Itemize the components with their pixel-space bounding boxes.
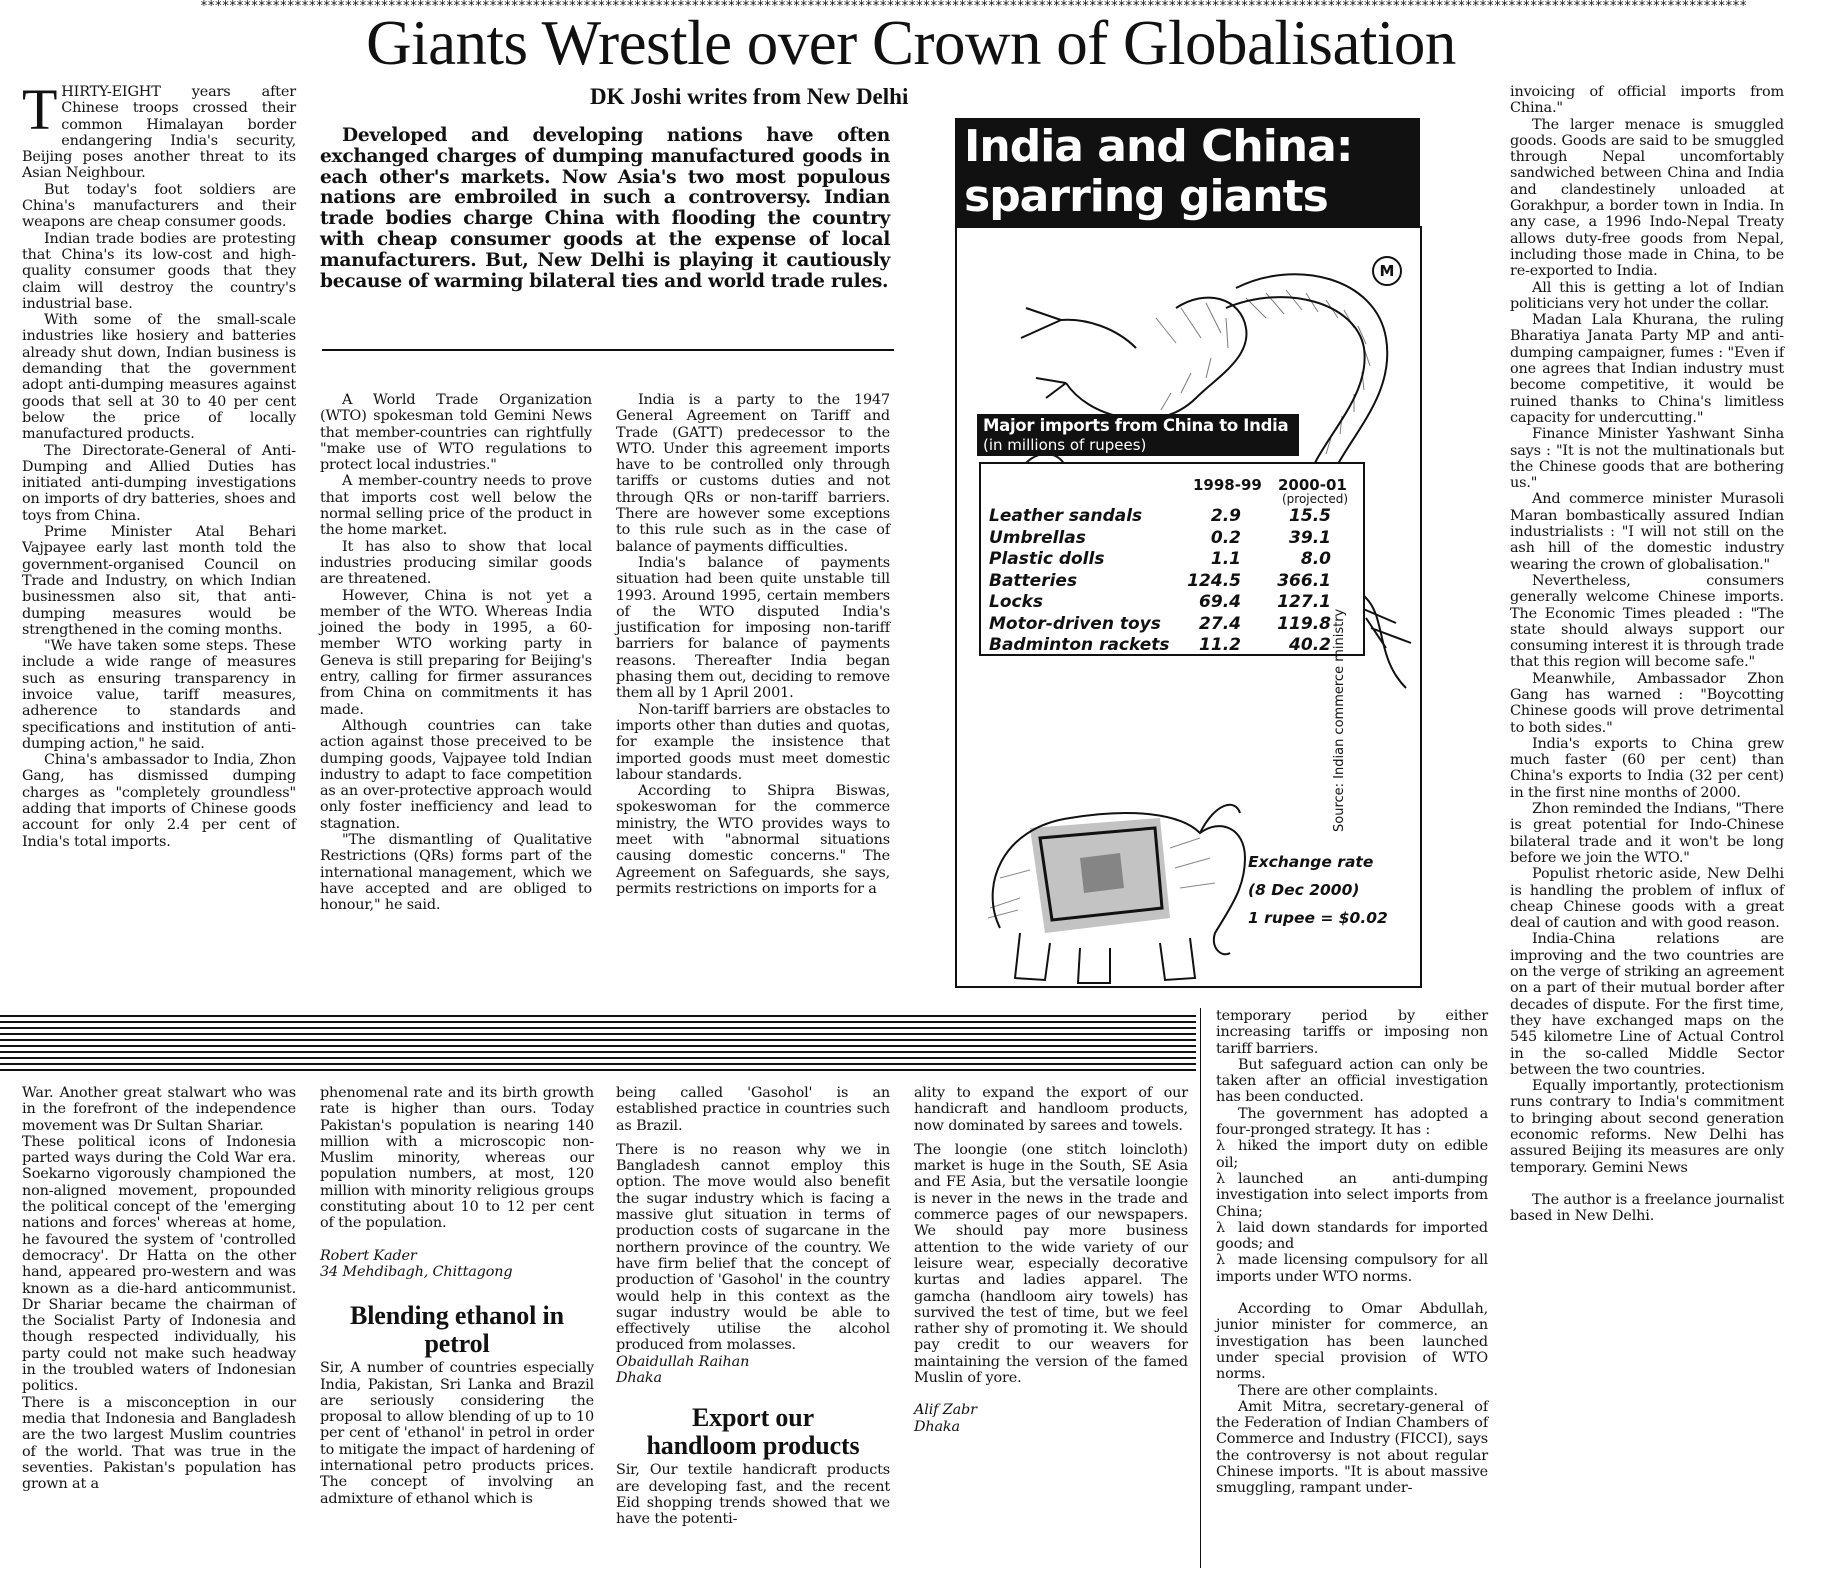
drop-cap: T [22,77,58,142]
exchange-rate-note: Exchange rate (8 Dec 2000) 1 rupee = $0.02 [1248,853,1388,927]
table-row: Plastic dolls 1.1 8.0 [989,549,1331,569]
letters-column-1: War. Another great stalwart who was in the forefront of the independence movement was Dr Sultan Shariar. These political icons of Indonesia parted ways during the Cold War era. Soekarno vigorously championed the non-aligned movement, propounded the political concept of the 'emerging nations and forces' whereas at home, he favoured the system of 'controlled democracy'. Dr Hatta on the other hand, appeared pro-western and was known as a die-hard anticommunist. Dr Shariar became the chairman of the Socialist Party of Indonesia and though respected individually, his party could not make such headway in the troubled waters of Indonesian politics. There is a misconception in our media that Indonesia and Bangladesh are the two largest Muslim countries of the world. That was true in the seventies. Pakistan's population has grown at a [22,1085,296,1493]
lambda-bullet-icon: λ [1216,1138,1225,1155]
section-separator [0,1015,1196,1071]
article-column-continuation: temporary period by either increasing tariffs or imposing non tariff barriers. But safeguard action can only be taken after an official investigation has been conducted. The government has adopted a four-pronged strategy. It has : λ hiked the import duty on edible oil; λ launched an anti-dumping investigation into select imports from China; λ laid down standards for imported goods; and λ made licensing compulsory for all imports under WTO norms. According to Omar Abdullah, junior minister for commerce, an investigation has been launched under special provision of WTO norms. There are other complaints. Amit Mitra, secretary-general of the Federation of Indian Chambers of Commerce and Industry (FICCI), says the controversy is not about regular Chinese imports. "It is about massive smuggling, rampant under- [1216,1008,1488,1497]
lede-rule [322,349,894,351]
publisher-logo: M [1372,256,1402,286]
source-note: Source: Indian commerce ministry [1332,608,1347,832]
article-column-2: A World Trade Organization (WTO) spokesman told Gemini News that member-countries can rightfully "make use of WTO regulations to protect local industries." A member-country needs to prove that imports cost well below the normal selling price of the product in the home market. It has also to show that local industries producing similar goods are threatened. However, China is not yet a member of the WTO. Whereas India joined the body in 1995, a 60-member WTO working party in Geneva is still preparing for Beijing's entry, calling for firmer assurances from China on commitments it has made. Although countries can take action against those preceived to be dumping goods, Vajpayee told Indian industry to adapt to face competition as an over-protective approach would only foster inefficiency and lead to stagnation. "The dismantling of Qualitative Restrictions (QRs) forms part of the international management, which we have accepted and are obliged to honour," he said. [320,392,592,914]
headline: Giants Wrestle over Crown of Globalisation [366,8,1456,78]
lede-paragraph: Developed and developing nations have often exchanged charges of dumping manufactured goods in each other's markets. Now Asia's two most populous nations are embroiled in such a controversy. Indian trade bodies charge China with flooding the country with cheap consumer goods at the expense of local manufacturers. But, New Delhi is playing it cautiously because of warming bilateral ties and world trade rules. [320,125,890,292]
letter-heading-ethanol: Blending ethanol in petrol [350,1301,564,1359]
infographic [936,118,1426,993]
vertical-rule [1200,1008,1201,1568]
imports-box-title: Major imports from China to India (in millions of rupees) [977,414,1299,456]
letters-column-4: ality to expand the export of our handicraft and handloom products, now dominated by sarees and towels. The loongie (one stitch loincloth) market is huge in the South, SE Asia and FE Asia, but the versatile loongie is never in the news in the trade and commerce pages of our newspapers. We should pay more business attention to the wide variety of our leisure wear, especially decorative kurtas and ladies apparel. The gamcha (handloom airy towels) has survived the test of time, but we feel rather shy of promoting it. We should pay credit to our weavers for maintaining the version of the famed Muslin of yore. Alif Zabr Dhaka [914,1085,1188,1435]
table-row: Badminton rackets 11.2 40.2 [989,635,1331,655]
article-column-1: THIRTY-EIGHT years after Chinese troops crossed their common Himalayan border endangering India's security, Beijing poses another threat to its Asian Neighbour. But today's foot soldiers are China's manufacturers and their weapons are cheap consumer goods. Indian trade bodies are protesting that China's its low-cost and high-quality consumer goods that they claim will destroy the country's industrial base. With some of the small-scale industries like hosiery and batteries already shut down, Indian business is demanding that the government adopt anti-dumping measures against goods that sell at 30 to 40 per cent below the price of locally manufactured products. The Directorate-General of Anti-Dumping and Allied Duties has initiated anti-dumping investigations on imports of dry batteries, shoes and toys from China. Prime Minister Atal Behari Vajpayee early last month told the government-organised Council on Trade and Industry, on which Indian businessmen also sit, that anti-dumping measures would be strengthened in the coming months. "We have taken some steps. These include a wide range of measures such as ensuring transparency in invoice value, tariff measures, adherence to standards and specifications and institution of anti-dumping action," he said. China's ambassador to India, Zhon Gang, has dismissed dumping charges as "completely groundless" adding that imports of Chinese goods account for only 2.4 per cent of India's total imports. [22,77,296,850]
letter-heading-export: Export our handloom products [646,1403,860,1461]
table-row: Leather sandals 2.9 15.5 [989,506,1331,526]
col-header-2000: 2000-01 [1278,476,1347,494]
decorative-stars: ********************************************************************************************************************************************************************************************************************** [200,0,1747,14]
table-row: Motor-driven toys 27.4 119.8 [989,613,1331,634]
lambda-bullet-icon: λ [1216,1219,1225,1236]
byline: DK Joshi writes from New Delhi [590,84,909,109]
col-header-1998: 1998-99 [1193,476,1262,494]
col-note-projected: (projected) [1282,492,1349,506]
imports-table-box [979,462,1365,656]
letters-column-2: phenomenal rate and its birth growth rate is higher than ours. Today Pakistan's population is nearing 140 million with a microscopic non-Muslim minority, whereas our population numbers, at most, 120 million with minority religious groups constituting about 10 to 12 per cent of the population. Robert Kader 34 Mehdibagh, Chittagong Blending ethanol in petrol Sir, A number of countries especially India, Pakistan, Sri Lanka and Brazil are seriously considering the proposal to allow blending of up to 10 per cent of 'ethanol' in petrol in order to mitigate the impact of hardening of international petro products prices. The concept of involving an admixture of ethanol which is [320,1085,594,1507]
elephant-illustration [960,758,1250,993]
lambda-bullet-icon: λ [1216,1252,1225,1269]
lambda-bullet-icon: λ [1216,1170,1225,1187]
imports-table-rows [989,506,1359,657]
article-column-3: India is a party to the 1947 General Agreement on Tariff and Trade (GATT) predecessor to the WTO. Under this agreement imports have to be controlled only through tariffs or customs duties and not through QRs or non-tariff barriers. There are however some exceptions to this rule such as in the case of balance of payments difficulties. India's balance of payments situation had been quite unstable till 1993. Around 1995, certain members of the WTO disputed India's justification for imposing non-tariff barriers for balance of payments reasons. Thereafter India began phasing them out, deciding to remove them all by 1 April 2001. Non-tariff barriers are obstacles to imports other than duties and quotas, for example the insistence that imported goods must meet domestic labour standards. According to Shipra Biswas, spokeswoman for the commerce ministry, the WTO provides ways to meet with "abnormal situations causing domestic concerns." The Agreement on Safeguards, she says, permits restrictions on imports for a [616,392,890,897]
table-row: Batteries 124.5 366.1 [989,570,1331,591]
graphic-title: India and China: sparring giants [964,121,1353,222]
table-row: Umbrellas 0.2 39.1 [989,527,1331,548]
article-column-right: invoicing of official imports from China." The larger menace is smuggled goods. Goods are said to be smuggled through Nepal uncomfortably sandwiched between China and India and clandestinely unloaded at Gorakhpur, a border town in India. In any case, a 1996 Indo-Nepal Treaty allows duty-free goods from Nepal, including those made in China, to be re-exported to India. All this is getting a lot of Indian politicians very hot under the collar. Madan Lala Khurana, the ruling Bharatiya Janata Party MP and anti-dumping campaigner, fumes : "Even if one agrees that Indian industry must become competitive, it would be ruined thanks to China's limitless capacity for undercutting." Finance Minister Yashwant Sinha says : "It is not the multinationals but the Chinese goods that are bothering us." And commerce minister Murasoli Maran bombastically assured Indian industrialists : "I will not still on the ash hill of the domestic industry wearing the crown of globalisation." Nevertheless, consumers generally welcome Chinese imports. The Economic Times pleaded : "The state should always support our consuming interest it is through trade that this region will become safe." Meanwhile, Ambassador Zhon Gang has warned : "Boycotting Chinese goods will prove detrimental to both sides." India's exports to China grew much faster (60 per cent) than China's exports to India (32 per cent) in the first nine months of 2000. Zhon reminded the Indians, "There is great potential for Indo-Chinese bilateral trade and it won't be long before we join the WTO." Populist rhetoric aside, New Delhi is handling the problem of influx of cheap Chinese goods with a great deal of caution and with good reason. India-China relations are improving and the two countries are on the verge of striking an agreement on a part of their mutual border after decades of dispute. For the first time, they have exchanged maps on the 545 kilometre Line of Actual Control in the so-called Middle Sector between the two countries. Equally importantly, protectionism runs contrary to India's commitment to bringing about second generation economic reforms. New Delhi has assured Beijing its measures are only temporary. Gemini News The author is a freelance journalist based in New Delhi. [1510,84,1784,1225]
letters-column-3: being called 'Gasohol' is an established practice in countries such as Brazil. There is no reason why we in Bangladesh cannot employ this option. The move would also benefit the sugar industry which is facing a massive glut situation in terms of production costs of sugarcane in the northern province of the country. We have firm belief that the concept of production of 'Gasohol' in the country would help in this context as the sugar industry would be able to effectively utilise the alcohol produced from molasses. Obaidullah Raihan Dhaka Export our handloom products Sir, Our textile handicraft products are developing fast, and the recent Eid shopping trends showed that we have the potenti- [616,1085,890,1528]
table-row: Locks 69.4 127.1 [989,592,1331,612]
